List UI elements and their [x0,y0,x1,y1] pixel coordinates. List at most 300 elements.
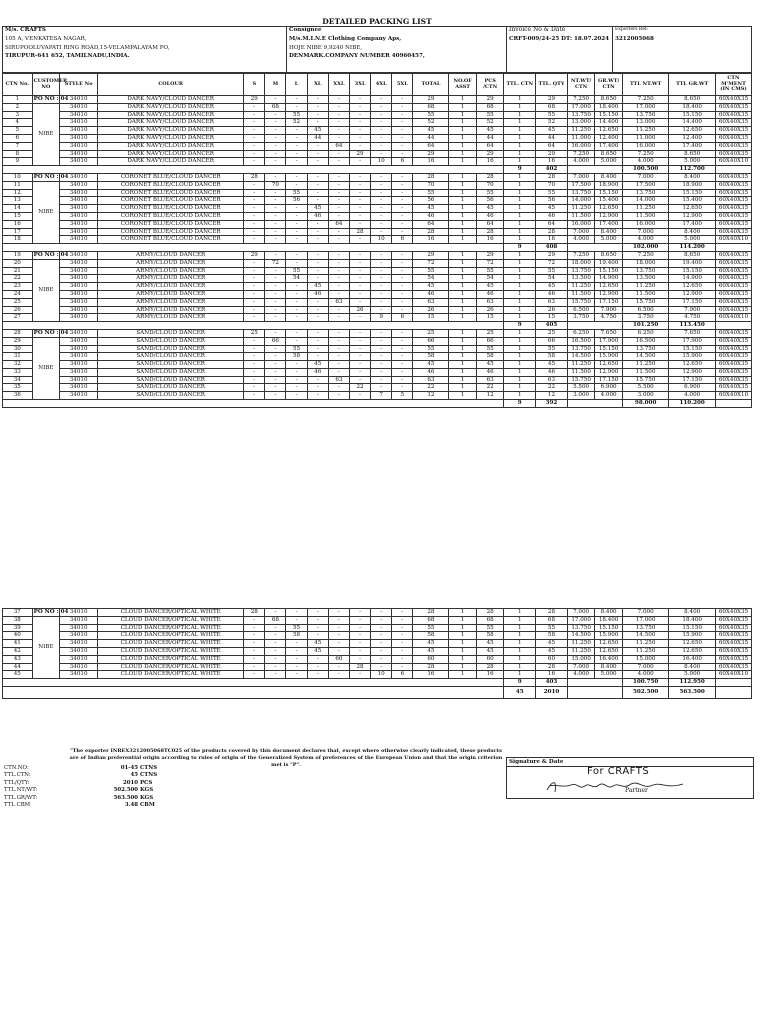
cell: - [307,236,328,244]
style-no: 34010 [60,158,98,166]
cell: - [307,329,328,337]
cell: 1 [449,212,477,220]
cell: 46 [476,368,504,376]
cell: 7.000 [567,173,595,181]
cell: 60X40X35 [715,189,751,197]
colour: DARK NAVY/CLOUD DANCER [98,119,244,127]
style-no: 34010 [60,134,98,142]
cell: 1 [504,96,536,104]
table-row [3,624,752,632]
cell: 13.000 [622,119,669,127]
cell: 17.000 [567,616,595,624]
cell: 1 [449,142,477,150]
cell: - [307,314,328,322]
cell: 1 [449,345,477,353]
cell: - [244,663,265,671]
cell: 1 [449,624,477,632]
grand-total-nt-wt: 502.500 [622,686,669,698]
cell: 15 [536,314,568,322]
cell: 45 [476,127,504,135]
cell: 17.900 [595,337,623,345]
cell: 22 [413,384,449,392]
cell: - [392,632,413,640]
cell: 60X40X35 [715,134,751,142]
cell: - [244,236,265,244]
cell: 12.650 [669,361,716,369]
cell: - [307,671,328,679]
column-header: 5XL [392,74,413,96]
cell: - [286,314,307,322]
cell: - [328,134,349,142]
cell: 12.650 [595,283,623,291]
cell: - [349,337,370,345]
subtotal-gr-wt: 112.700 [669,166,716,174]
cell: 1 [449,353,477,361]
cell: 55 [476,345,504,353]
cell: 45 [536,127,568,135]
cell: 60X40X35 [715,173,751,181]
cell: - [392,609,413,617]
cell: 60X40X35 [715,228,751,236]
cell: 60X40X35 [715,345,751,353]
cell: 1 [504,647,536,655]
cell: 45 [476,640,504,648]
cell: - [286,127,307,135]
cell: - [349,134,370,142]
cell: 15 [476,314,504,322]
cell: - [244,616,265,624]
cell: - [265,158,286,166]
colour: CLOUD DANCER/OPTICAL WHITE [98,616,244,624]
cell: 60X40X35 [715,119,751,127]
cell: - [286,212,307,220]
style-no: 34010 [60,103,98,111]
style-no: 34010 [60,376,98,384]
cell: - [244,392,265,400]
cell: - [286,134,307,142]
consignee-block [287,26,507,72]
cell: - [371,119,392,127]
cell: 28 [244,173,265,181]
cell: 11.250 [567,283,595,291]
cell: 66 [413,337,449,345]
cell: 29 [244,251,265,259]
cell: 7.000 [622,663,669,671]
summary-value: 2010 [122,779,138,786]
cell: 60X40X10 [715,671,751,679]
cell: - [349,251,370,259]
cell: - [244,228,265,236]
cell: 54 [413,275,449,283]
cell: 6.500 [622,306,669,314]
cell: 45 [413,127,449,135]
table-row [3,632,752,640]
subtotal-qty: 402 [536,166,568,174]
cell: - [349,671,370,679]
cell: - [328,663,349,671]
signature-company: For CRAFTS [587,766,650,777]
cell: - [371,173,392,181]
cell: - [392,640,413,648]
ctn-no: 15 [3,212,33,220]
subtotal-gr-wt: 113.450 [669,322,716,330]
cell: 4.000 [595,392,623,400]
cell: 12.400 [595,134,623,142]
cell: 11.250 [567,640,595,648]
cell: 12.650 [595,647,623,655]
cell: - [265,361,286,369]
cell: - [371,220,392,228]
ctn-no: 6 [3,134,33,142]
subtotal-row [3,322,752,330]
cell: 17.400 [595,142,623,150]
cell: - [265,173,286,181]
ctn-no: 19 [3,251,33,259]
cell: 15.150 [595,267,623,275]
cell: - [392,197,413,205]
cell: 45 [536,640,568,648]
cell: - [307,181,328,189]
cell: 12.650 [669,205,716,213]
cell: - [328,189,349,197]
table-row [3,353,752,361]
cell: - [328,647,349,655]
summary-unit: CBM [140,802,155,809]
cell: 1 [449,368,477,376]
ctn-no: 31 [3,353,33,361]
cell: 1 [504,283,536,291]
cell: 5 [392,392,413,400]
cell: 1 [504,220,536,228]
cell: - [328,329,349,337]
cell: - [392,127,413,135]
cell: - [349,197,370,205]
cell: 7.250 [622,96,669,104]
cell: 45 [413,640,449,648]
cell: 1 [504,181,536,189]
cell: - [307,220,328,228]
table-row [3,314,752,322]
cell: 6.900 [595,384,623,392]
column-header: TTL. QTY [536,74,568,96]
cell: - [328,236,349,244]
ctn-no: 8 [3,150,33,158]
ctn-no: 2 [3,103,33,111]
cell: 1 [504,134,536,142]
cell: 26 [476,306,504,314]
cell: 60X40X35 [715,111,751,119]
cell: 58 [286,632,307,640]
cell: 45 [536,283,568,291]
cell: 60X40X35 [715,616,751,624]
style-no: 34010 [60,368,98,376]
table-row [3,103,752,111]
cell: 17.150 [595,376,623,384]
cell: 13.750 [567,345,595,353]
cell: 45 [413,361,449,369]
table-row [3,150,752,158]
packing-table-main [2,73,752,408]
cell: 1 [504,616,536,624]
cell: - [392,96,413,104]
cell: - [392,647,413,655]
cell: 11.250 [622,640,669,648]
cell: 28 [413,663,449,671]
cell: - [371,306,392,314]
style-no: 34010 [60,384,98,392]
cell: 1 [449,220,477,228]
ctn-no: 29 [3,337,33,345]
cell: 13.750 [622,189,669,197]
colour: SAND/CLOUD DANCER [98,337,244,345]
style-no: 34010 [60,275,98,283]
cell: 45 [413,283,449,291]
ctn-no: 5 [3,127,33,135]
subtotal-nt-wt: 100.750 [622,679,669,687]
cell: - [328,368,349,376]
cell: 8.400 [595,609,623,617]
cell: 44 [413,134,449,142]
cell: - [371,228,392,236]
summary-unit: KGS [140,794,154,801]
cell: - [371,127,392,135]
cell: - [244,119,265,127]
cell: 1 [449,361,477,369]
ctn-no: 28 [3,329,33,337]
summary-value: 563.500 [113,794,138,801]
table-row [3,275,752,283]
cell: 46 [536,290,568,298]
cell: 64 [328,142,349,150]
cell: - [244,384,265,392]
totals-summary [4,765,157,809]
cell: 64 [476,142,504,150]
cell: 4.000 [622,671,669,679]
cell: - [371,609,392,617]
cell: 12 [413,392,449,400]
cell: 46 [476,212,504,220]
cell: 19.400 [595,259,623,267]
cell: - [265,632,286,640]
ctn-no: 34 [3,376,33,384]
cell: - [244,197,265,205]
cell: - [286,368,307,376]
cell: 6.500 [567,306,595,314]
ctn-no: 14 [3,205,33,213]
cell: - [286,337,307,345]
table-row [3,361,752,369]
ctn-no: 32 [3,361,33,369]
summary-unit: KGS [140,787,154,794]
cell: 15.750 [567,376,595,384]
cell: 72 [536,259,568,267]
cell: 60X40X35 [715,142,751,150]
colour: DARK NAVY/CLOUD DANCER [98,111,244,119]
subtotal-qty: 408 [536,244,568,252]
summary-value: 01-45 [120,765,138,771]
colour: SAND/CLOUD DANCER [98,353,244,361]
cell: 60X40X35 [715,329,751,337]
cell: - [265,306,286,314]
table-row [3,181,752,189]
cell: 60X40X35 [715,251,751,259]
cell: 15.150 [669,111,716,119]
summary-key: TTL.NT/WT: [4,787,38,794]
cell: 1 [504,345,536,353]
cell: - [371,205,392,213]
cell: 60X40X35 [715,259,751,267]
cell: - [371,134,392,142]
cell: 17.000 [567,103,595,111]
ctn-no: 17 [3,228,33,236]
cell: 29 [413,251,449,259]
cell: 8.650 [595,96,623,104]
cell: 28 [536,173,568,181]
subtotal-gr-wt: 112.950 [669,679,716,687]
cell: 1 [504,392,536,400]
cell: 16.000 [567,220,595,228]
cell: - [307,173,328,181]
cell: 17.500 [622,181,669,189]
cell: 8.400 [595,228,623,236]
cell: 15.400 [669,197,716,205]
cell: 56 [476,197,504,205]
style-no: 34010 [60,329,98,337]
cell: 15.400 [595,197,623,205]
table-row [3,616,752,624]
cell: - [244,205,265,213]
cell: - [328,228,349,236]
cell: - [286,173,307,181]
cell: 1 [504,228,536,236]
cell: - [328,158,349,166]
invoice-block [507,26,613,72]
cell: - [371,142,392,150]
cell: 17.000 [622,616,669,624]
ctn-no: 44 [3,663,33,671]
cell: 29 [476,96,504,104]
cell: 55 [536,624,568,632]
cell: - [286,228,307,236]
style-no: 34010 [60,111,98,119]
cell: - [286,361,307,369]
cell: - [371,345,392,353]
cell: 19.400 [669,259,716,267]
cell: 16 [476,236,504,244]
colour: ARMY/CLOUD DANCER [98,306,244,314]
cell: - [371,275,392,283]
ctn-no: 12 [3,189,33,197]
cell: 12.650 [669,647,716,655]
cell: - [392,267,413,275]
po-number: PO NO : 04 [33,609,69,615]
cell: 55 [286,189,307,197]
style-no: 34010 [60,236,98,244]
cell: 1 [449,671,477,679]
cell: - [328,119,349,127]
summary-value: 502.500 [113,787,138,794]
cell: 1 [504,119,536,127]
cell: 63 [413,298,449,306]
colour: CORONET BLUE/CLOUD DANCER [98,236,244,244]
cell: 1 [504,127,536,135]
cell: 45 [536,205,568,213]
cell: 11.500 [622,290,669,298]
cell: - [392,353,413,361]
cell: - [328,361,349,369]
cell: 15.150 [669,189,716,197]
colour: CLOUD DANCER/OPTICAL WHITE [98,663,244,671]
cell: 64 [328,220,349,228]
cell: - [349,275,370,283]
cell: - [265,663,286,671]
summary-row [4,802,157,809]
cell: 60X40X35 [715,197,751,205]
cell: 55 [413,345,449,353]
cell: 14.900 [669,275,716,283]
cell: - [371,150,392,158]
style-no: 34010 [60,251,98,259]
summary-key: TTL.GR/WT: [4,794,38,801]
cell: 7.900 [595,306,623,314]
cell: - [349,119,370,127]
cell: - [349,632,370,640]
cell: 1 [449,329,477,337]
cell: 12.650 [595,640,623,648]
cell: 58 [286,353,307,361]
cell: - [371,197,392,205]
cell: 45 [413,647,449,655]
column-header: L [286,74,307,96]
ctn-no: 18 [3,236,33,244]
cell: - [328,306,349,314]
cell: 1 [449,314,477,322]
cell: 15.150 [669,624,716,632]
cell: - [265,251,286,259]
cell: 17.150 [669,298,716,306]
ctn-no: 21 [3,267,33,275]
po-number: PO NO : 04 [33,251,69,258]
ctn-no: 38 [3,616,33,624]
cell: - [307,298,328,306]
cell: - [286,283,307,291]
cell: - [307,353,328,361]
cell: 44 [307,134,328,142]
cell: - [307,228,328,236]
cell: - [392,624,413,632]
consignee-label: Consignee [289,27,322,33]
cell: 1 [504,384,536,392]
table-row [3,220,752,228]
shipper-block [3,26,287,72]
ctn-no: 39 [3,624,33,632]
packing-table-second [2,608,752,699]
ctn-no: 16 [3,220,33,228]
cell: 46 [307,368,328,376]
cell: - [286,609,307,617]
cell: - [265,212,286,220]
ctn-no: 27 [3,314,33,322]
cell: 58 [536,632,568,640]
cell: 52 [476,119,504,127]
cell: - [265,197,286,205]
cell: 1 [504,205,536,213]
cell: - [307,251,328,259]
cell: - [349,298,370,306]
cell: 1 [449,632,477,640]
cell: - [307,345,328,353]
cell: 15.900 [669,353,716,361]
